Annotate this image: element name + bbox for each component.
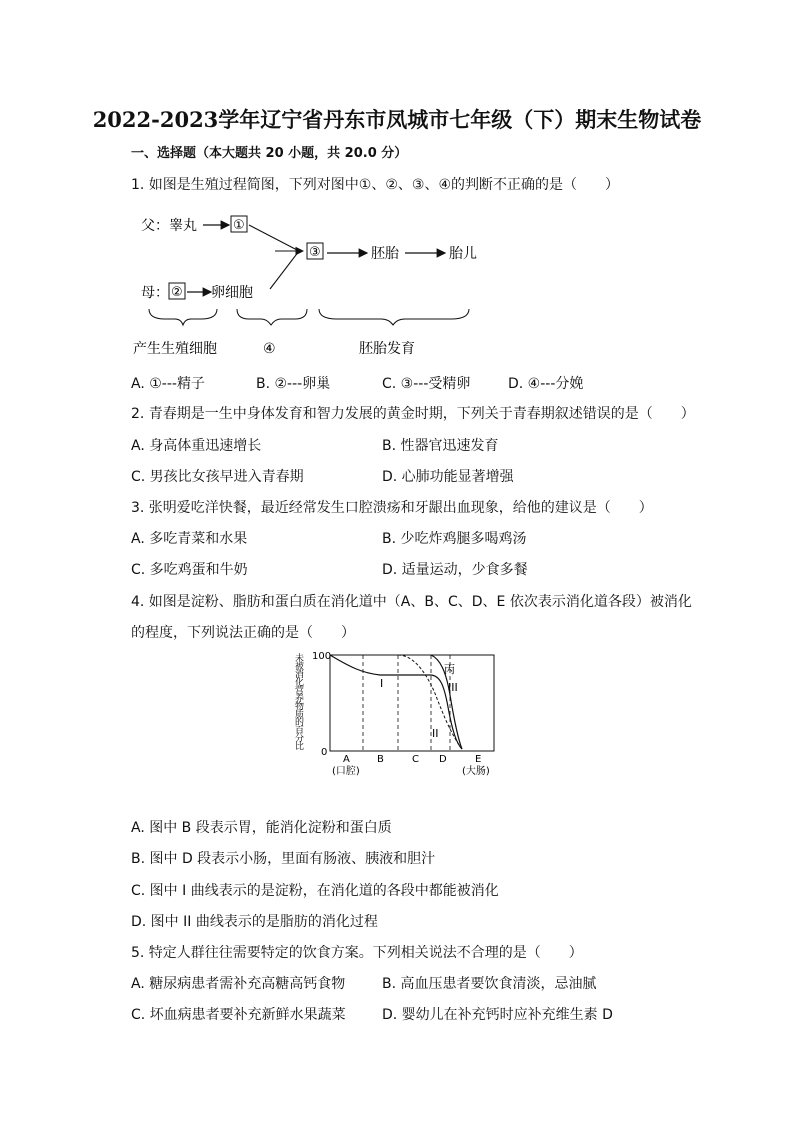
curve-label-bing: 丙 bbox=[444, 663, 455, 676]
q4-option-a[interactable]: A. 图中 B 段表示胃，能消化淀粉和蛋白质 bbox=[131, 820, 392, 836]
box-1-label: ① bbox=[233, 218, 245, 233]
x-label-e: E bbox=[475, 754, 482, 765]
question-5-stem: 5. 特定人群往往需要特定的饮食方案。下列相关说法不合理的是（ ） bbox=[131, 945, 583, 961]
question-2-stem: 2. 青春期是一生中身体发育和智力发展的黄金时期，下列关于青春期叙述错误的是（ ） bbox=[131, 406, 695, 422]
digestion-chart bbox=[290, 645, 510, 780]
q4-option-d[interactable]: D. 图中 II 曲线表示的是脂肪的消化过程 bbox=[131, 914, 378, 930]
q3-option-b[interactable]: B. 少吃炸鸡腿多喝鸡汤 bbox=[382, 531, 527, 547]
fetus-label: 胎儿 bbox=[449, 246, 477, 262]
curve-label-I: I bbox=[380, 677, 384, 690]
chart-frame bbox=[330, 655, 494, 751]
brace-1-label: 产生生殖细胞 bbox=[133, 341, 217, 357]
q1-option-a[interactable]: A. ①---精子 bbox=[131, 376, 205, 392]
exam-title: 2022-2023学年辽宁省丹东市凤城市七年级（下）期末生物试卷 bbox=[92, 107, 702, 132]
q2-option-b[interactable]: B. 性器官迅速发育 bbox=[382, 438, 499, 454]
box-2-label: ② bbox=[171, 285, 183, 300]
brace-2-label: ④ bbox=[263, 341, 276, 357]
q3-option-c[interactable]: C. 多吃鸡蛋和牛奶 bbox=[131, 562, 248, 578]
q5-option-a[interactable]: A. 糖尿病患者需补充高糖高钙食物 bbox=[131, 976, 346, 992]
q4-option-b[interactable]: B. 图中 D 段表示小肠，里面有肠液、胰液和胆汁 bbox=[131, 851, 436, 867]
curve-label-II: II bbox=[432, 727, 439, 740]
q2-option-d[interactable]: D. 心肺功能显著增强 bbox=[382, 469, 514, 485]
curve-label-III: III bbox=[448, 681, 458, 694]
x-sub-right: (大肠) bbox=[462, 766, 490, 777]
x-label-a: A bbox=[343, 754, 350, 765]
x-label-c: C bbox=[412, 754, 419, 765]
curve-I bbox=[330, 655, 462, 749]
x-label-b: B bbox=[377, 754, 384, 765]
brace-3 bbox=[319, 309, 469, 325]
q3-option-d[interactable]: D. 适量运动，少食多餐 bbox=[382, 562, 528, 578]
q5-option-d[interactable]: D. 婴幼儿在补充钙时应补充维生素 D bbox=[382, 1007, 613, 1023]
question-3-stem: 3. 张明爱吃洋快餐，最近经常发生口腔溃疡和牙龈出血现象，给他的建议是（ ） bbox=[131, 500, 653, 516]
y-tick-0: 0 bbox=[321, 747, 328, 758]
x-sub-left: (口腔) bbox=[332, 766, 360, 777]
q2-option-a[interactable]: A. 身高体重迅速增长 bbox=[131, 438, 262, 454]
reproduction-diagram bbox=[125, 205, 485, 365]
brace-2 bbox=[237, 309, 307, 325]
brace-3-label: 胚胎发育 bbox=[359, 341, 415, 357]
q5-option-c[interactable]: C. 坏血病患者要补充新鲜水果蔬菜 bbox=[131, 1007, 346, 1023]
q2-option-c[interactable]: C. 男孩比女孩早进入青春期 bbox=[131, 469, 304, 485]
q3-option-a[interactable]: A. 多吃青菜和水果 bbox=[131, 531, 248, 547]
question-4-stem-line1: 4. 如图是淀粉、脂肪和蛋白质在消化道中（A、B、C、D、E 依次表示消化道各段）被消化 bbox=[131, 594, 692, 610]
y-tick-100: 100 bbox=[312, 651, 332, 662]
question-1-stem: 1. 如图是生殖过程简图，下列对图中①、②、③、④的判断不正确的是（ ） bbox=[131, 177, 620, 193]
box-3-label: ③ bbox=[309, 245, 321, 260]
mother-label: 母： bbox=[141, 285, 169, 301]
q4-option-c[interactable]: C. 图中 I 曲线表示的是淀粉，在消化道的各段中都能被消化 bbox=[131, 883, 499, 899]
brace-1 bbox=[149, 309, 217, 325]
x-label-d: D bbox=[439, 754, 447, 765]
q1-option-d[interactable]: D. ④---分娩 bbox=[508, 376, 584, 392]
question-4-stem-line2: 的程度，下列说法正确的是（ ） bbox=[131, 625, 355, 641]
embryo-label: 胚胎 bbox=[371, 246, 399, 262]
q1-option-b[interactable]: B. ②---卵巢 bbox=[256, 376, 331, 392]
q5-option-b[interactable]: B. 高血压患者要饮食清淡，忌油腻 bbox=[382, 976, 597, 992]
section-heading: 一、选择题（本大题共 20 小题，共 20.0 分） bbox=[131, 146, 408, 161]
egg-label: 卵细胞 bbox=[211, 285, 253, 301]
q1-option-c[interactable]: C. ③---受精卵 bbox=[382, 376, 471, 392]
father-label: 父：睾丸 bbox=[141, 218, 197, 234]
chart-ylabel: 未被消化营养物质的百分比 bbox=[293, 653, 303, 749]
